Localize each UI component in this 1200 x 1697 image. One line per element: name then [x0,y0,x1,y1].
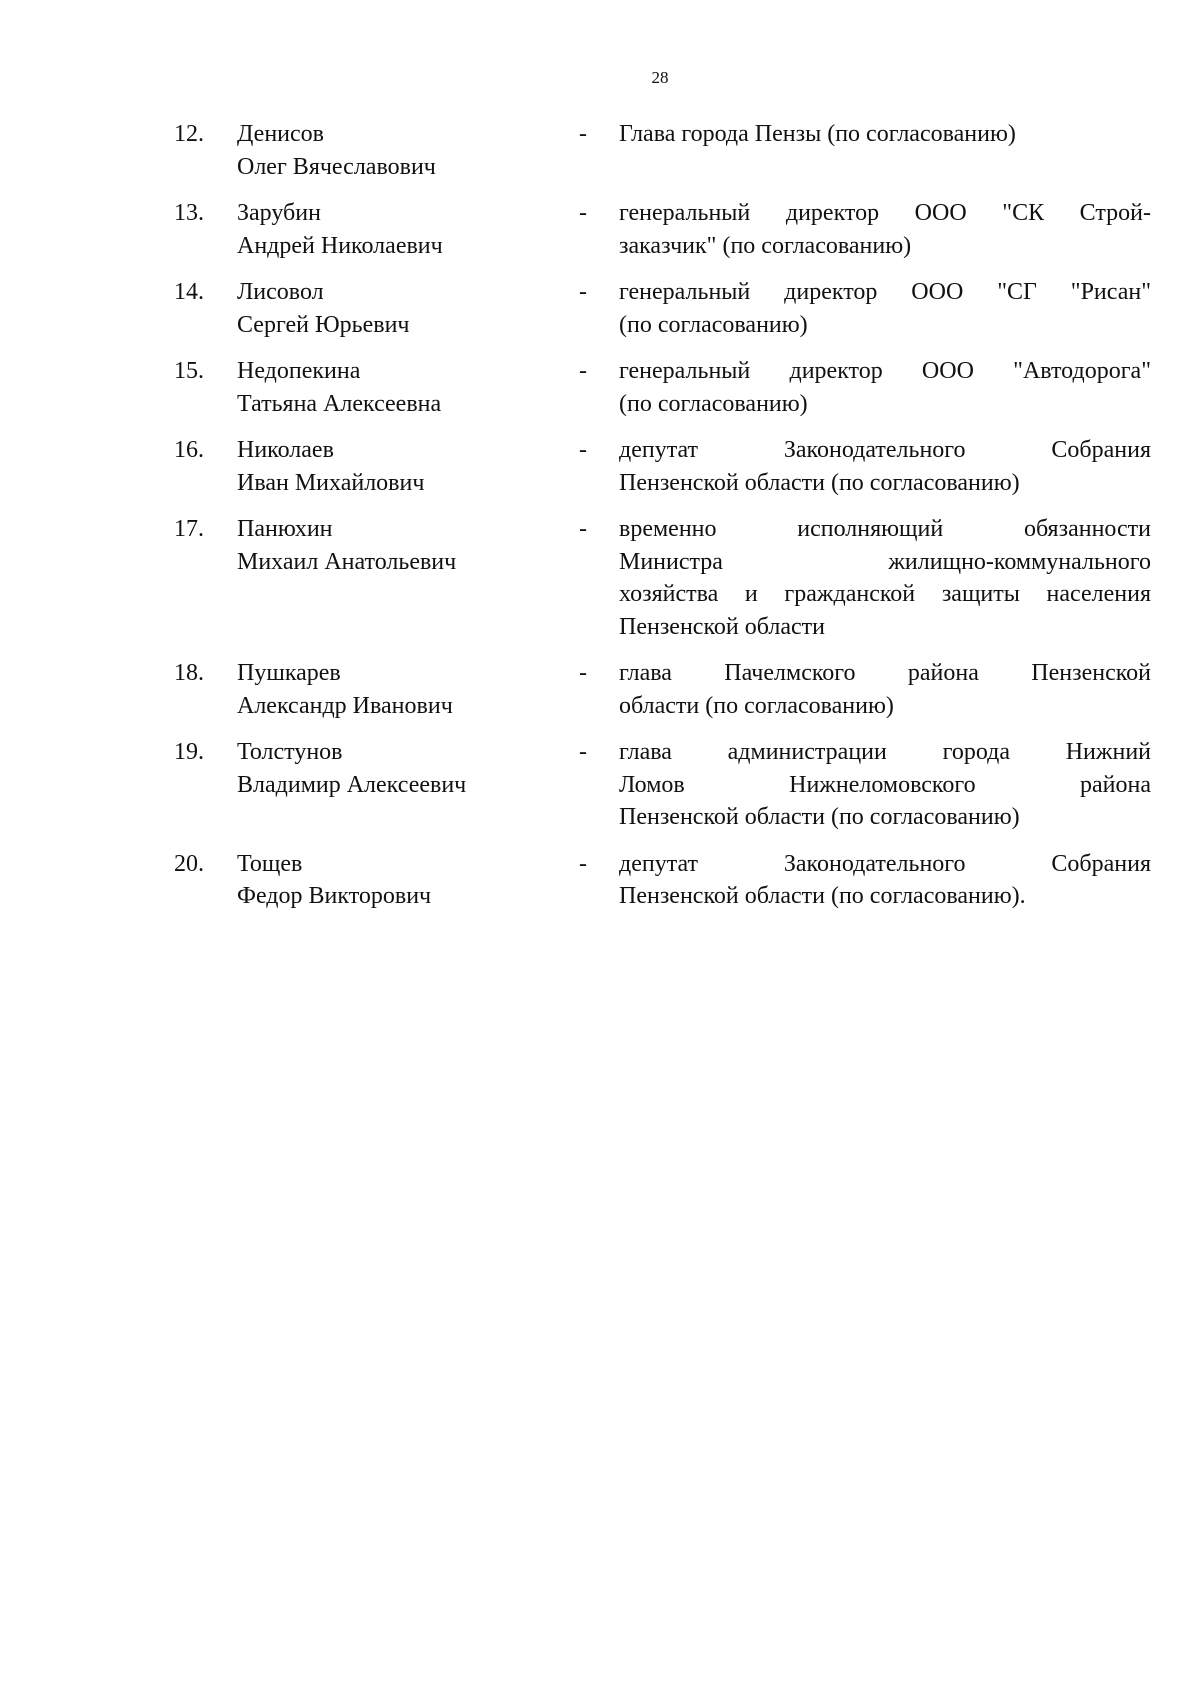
surname: Денисов [237,121,324,147]
position-description [619,736,1151,834]
surname: Николаев [237,437,334,463]
given-names: Андрей Николаевич [237,232,443,259]
entry-number: 15. [174,358,204,384]
entry-number: 18. [174,660,204,686]
surname: Недопекина [237,358,361,384]
page-number: 28 [651,68,669,87]
entry-number: 14. [174,279,204,305]
surname: Толстунов [237,739,343,765]
list-item [174,276,1154,341]
person-name [237,355,579,420]
description-line: глава администрации города Нижний [619,739,1151,765]
dash-separator: - [579,660,587,686]
list-item [174,736,1154,834]
given-names: Михаил Анатольевич [237,548,457,575]
person-name [237,434,579,499]
description-line: области (по согласованию) [619,692,894,719]
person-name [237,276,579,341]
list-item [174,197,1154,262]
given-names: Татьяна Алексеевна [237,390,442,417]
person-name [237,513,579,643]
description-line: Глава города Пензы (по согласованию) [619,121,1016,147]
surname: Зарубин [237,200,321,226]
surname: Лисовол [237,279,324,305]
description-line: заказчик" (по согласованию) [619,232,912,259]
given-names: Владимир Алексеевич [237,771,467,798]
list-item [174,657,1154,722]
description-line: депутат Законодательного Собрания [619,850,1151,877]
description-line: (по согласованию) [619,311,808,338]
position-description [619,434,1151,499]
given-names: Олег Вячеславович [237,153,436,180]
description-line: Пензенской области (по согласованию) [619,804,1020,830]
surname: Тощев [237,850,303,877]
dash-separator: - [579,516,587,542]
person-name [237,197,579,262]
position-description [619,657,1151,722]
entry-number: 20. [174,850,204,877]
description-line: генеральный директор ООО "СК Строй- [619,200,1151,226]
entry-number: 19. [174,739,204,765]
dash-separator: - [579,121,587,147]
entry-number: 17. [174,516,204,542]
description-line: хозяйства и гражданской защиты населения [619,581,1151,607]
members-list [174,118,1154,927]
list-item [174,848,1154,913]
entry-number: 16. [174,437,204,463]
given-names: Федор Викторович [237,883,432,909]
dash-separator: - [579,200,587,226]
person-name [237,657,579,722]
description-line: Пензенской области (по согласованию) [619,469,1020,496]
list-item [174,355,1154,420]
list-item [174,513,1154,643]
description-line: Пензенской области (по согласованию). [619,883,1026,909]
person-name [237,736,579,834]
given-names: Александр Иванович [237,692,453,719]
description-line: глава Пачелмского района Пензенской [619,660,1151,686]
entry-number: 12. [174,121,204,147]
position-description [619,355,1151,420]
given-names: Иван Михайлович [237,469,425,496]
given-names: Сергей Юрьевич [237,311,410,338]
position-description [619,118,1151,183]
surname: Панюхин [237,516,333,542]
description-line: Ломов Нижнеломовского района [619,771,1151,798]
position-description [619,513,1151,643]
person-name [237,848,579,913]
description-line: генеральный директор ООО "СГ "Рисан" [619,279,1151,305]
description-line: временно исполняющий обязанности [619,516,1151,542]
entry-number: 13. [174,200,204,226]
position-description [619,276,1151,341]
dash-separator: - [579,279,587,305]
dash-separator: - [579,358,587,384]
surname: Пушкарев [237,660,341,686]
dash-separator: - [579,437,587,463]
dash-separator: - [579,850,587,877]
dash-separator: - [579,739,587,765]
description-line: генеральный директор ООО "Автодорога" [619,358,1151,384]
description-line: Министра жилищно-коммунального [619,548,1151,575]
position-description [619,848,1151,913]
position-description [619,197,1151,262]
list-item [174,118,1154,183]
person-name [237,118,579,183]
description-line: Пензенской области [619,613,825,640]
list-item [174,434,1154,499]
description-line: депутат Законодательного Собрания [619,437,1151,463]
description-line: (по согласованию) [619,390,808,417]
